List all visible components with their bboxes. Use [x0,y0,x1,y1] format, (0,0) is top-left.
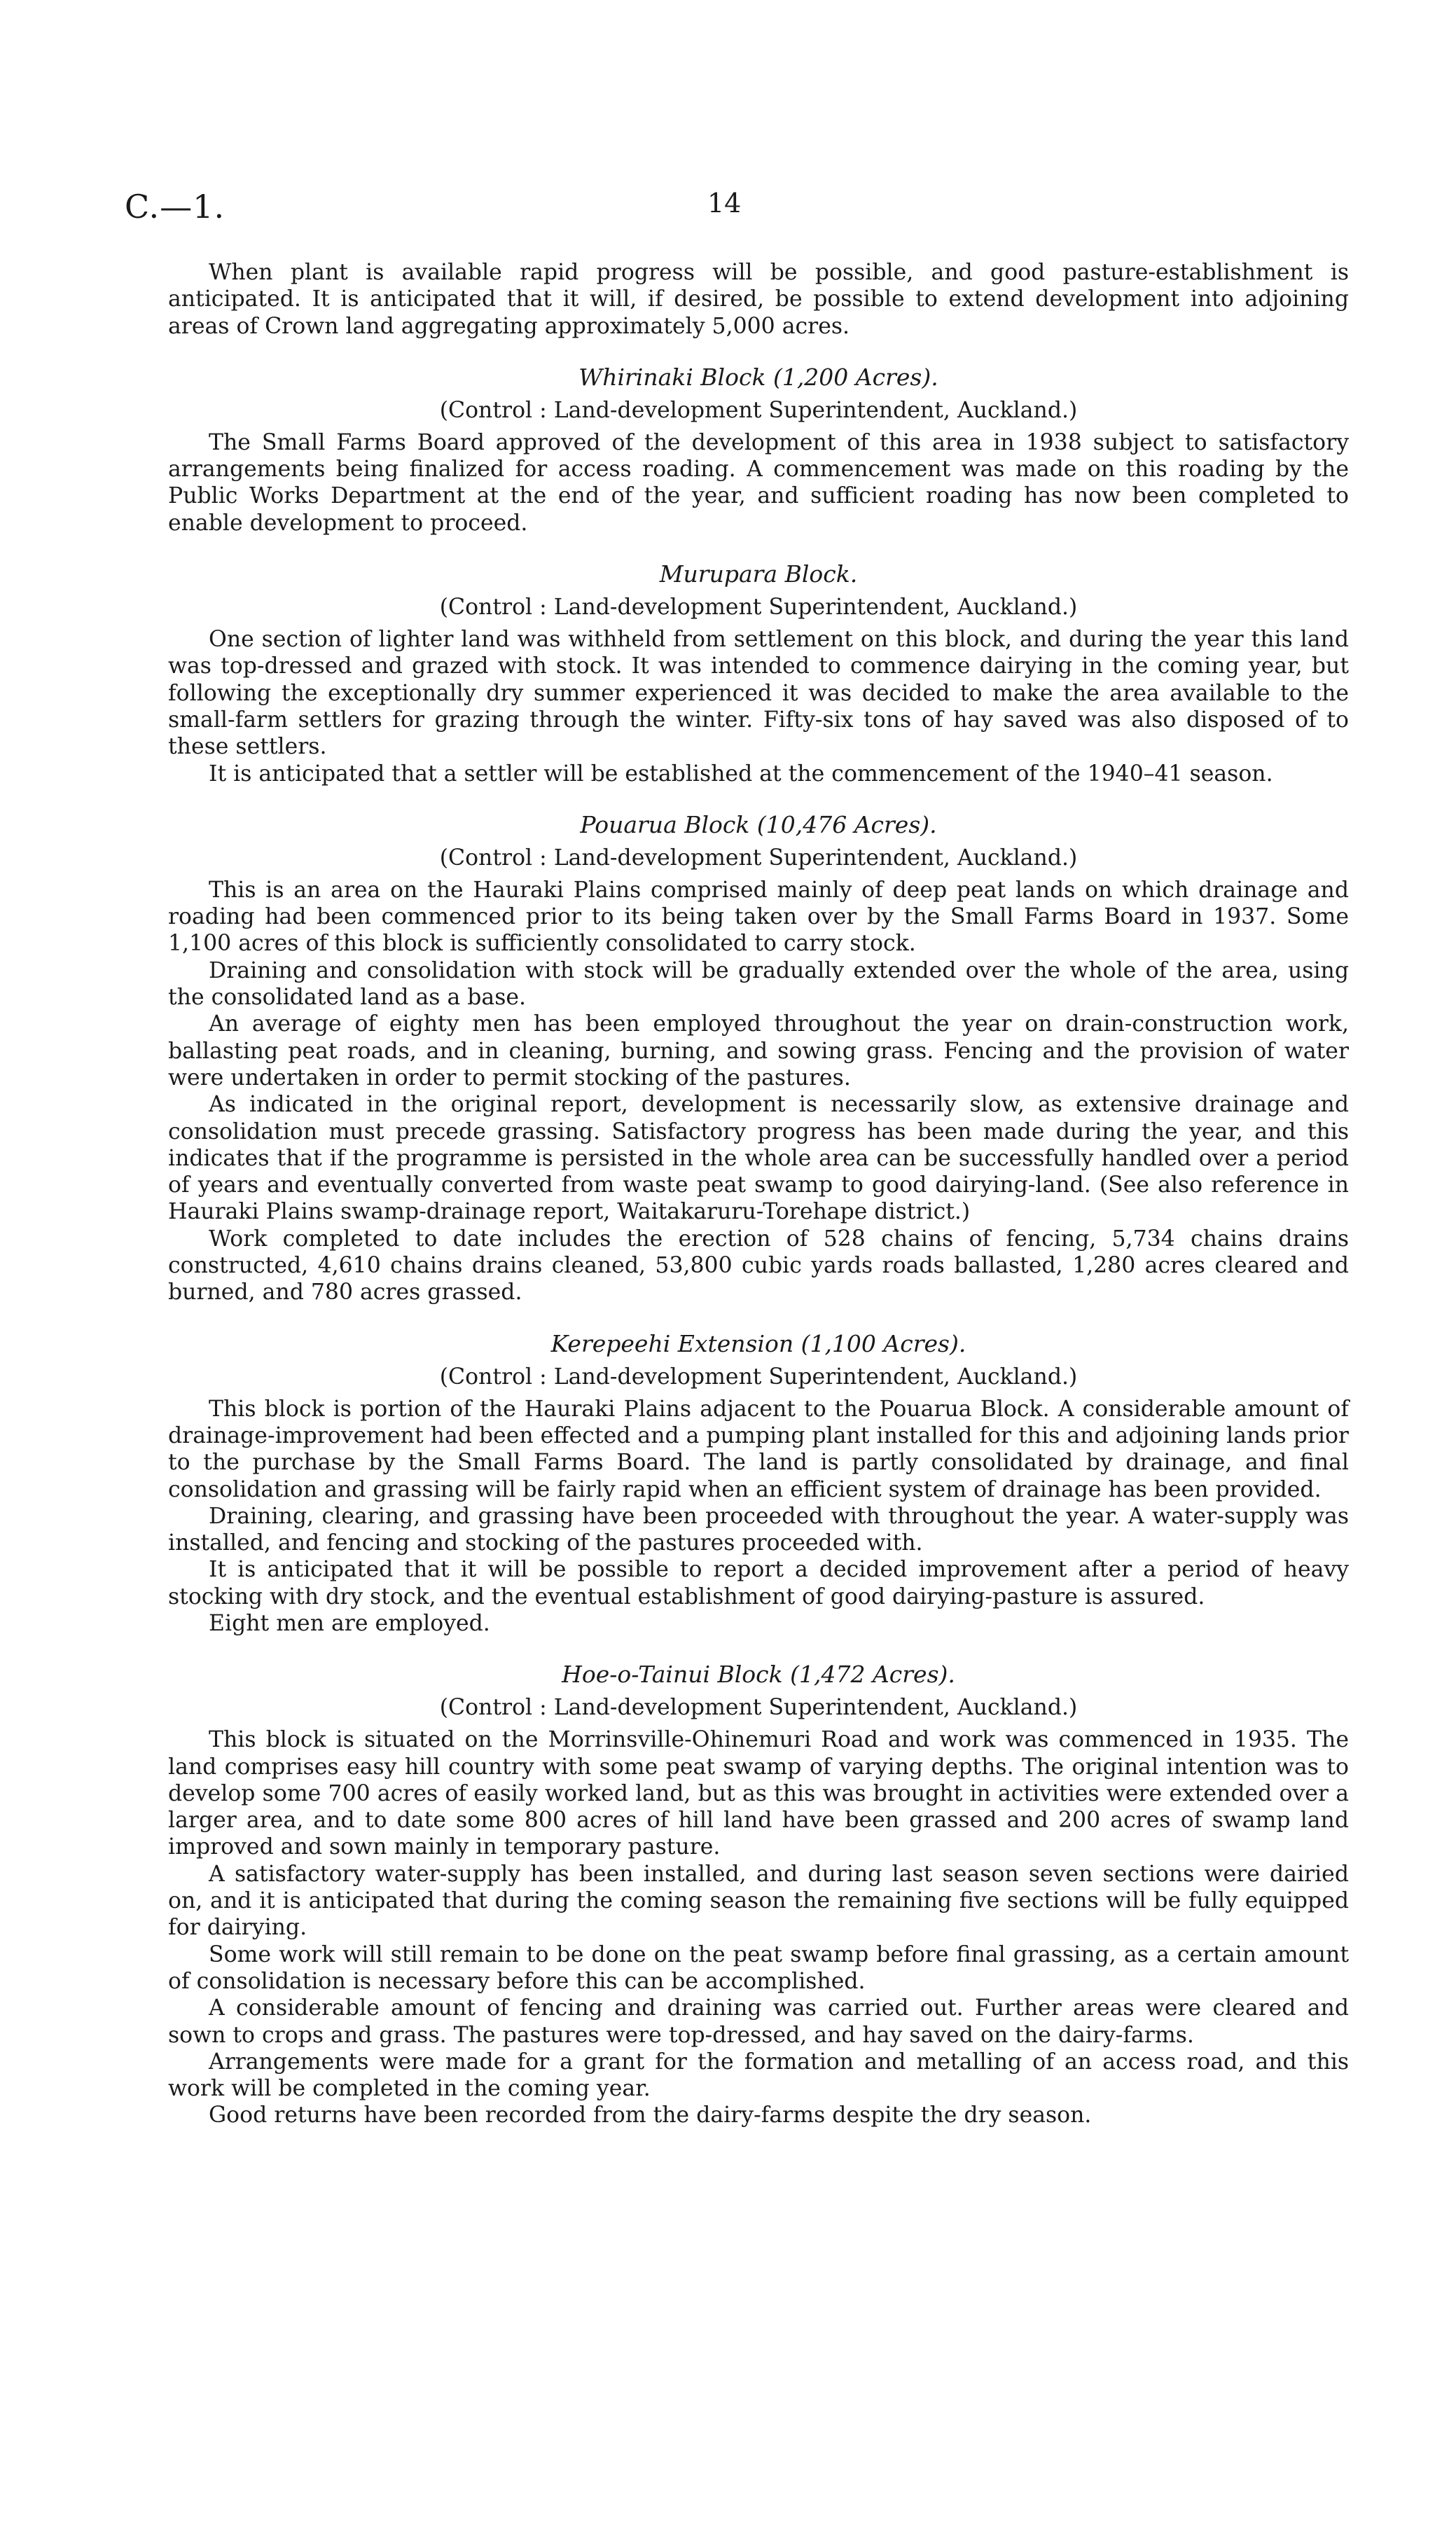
paragraph: When plant is available rapid progress will be possible, and good pasture-establishment is anticipated. It is anticipated that it will, if desired, be possible to extend development into adjoining areas of Crown land aggregating approximately 5,000 acres. [168,260,1349,339]
paragraph: A considerable amount of fencing and draining was carried out. Further areas were cleared and sown to crops and grass. The pastures were top-dressed, and hay saved on the dairy-farms. [168,1995,1349,2048]
section-heading: Pouarua Block (10,476 Acres). [580,810,937,838]
paragraph: Work completed to date includes the erection of 528 chains of fencing, 5,734 chains drains constructed, 4,610 chains drains cleaned, 53,800 cubic yards roads ballasted, 1,280 acres cleared and burned, and 780 acres grassed. [168,1226,1349,1306]
control-note: (Control : Land-development Superintendent, Auckland.) [439,1695,1078,1721]
section-kerepeehi-extension [168,1330,1349,1637]
control-note: (Control : Land-development Superintendent, Auckland.) [439,397,1078,423]
control-note: (Control : Land-development Superintendent, Auckland.) [439,845,1078,871]
paragraph: Good returns have been recorded from the dairy-farms despite the dry season. [209,2103,1092,2128]
paragraph: Eight men are employed. [209,1610,490,1636]
page-number: 14 [707,188,742,219]
document-body [168,259,1349,2129]
paragraph: Draining, clearing, and grassing have been proceeded with throughout the year. A water-supply was installed, and fencing and stocking of the pastures proceeded with. [168,1503,1349,1556]
paragraph: This block is portion of the Hauraki Plains adjacent to the Pouarua Block. A considerable amount of drainage-improvement had been effected and a pumping plant installed for this and adjoining lands prior to the purchase by the Small Farms Board. The land is partly consolidated by drainage, and final consolidation and grassing will be fairly rapid when an efficient system of drainage has been provided. [168,1396,1349,1502]
paragraph: A satisfactory water-supply has been installed, and during last season seven sections were dairied on, and it is anticipated that during the coming season the remaining five sections will be fully equipped for dairying. [168,1861,1349,1941]
paragraph: The Small Farms Board approved of the development of this area in 1938 subject to satisfactory arrangements being finalized for access roading. A commencement was made on this roading by the Public Works Department at the end of the year, and sufficient roading has now been completed to enable development to proceed. [168,429,1349,536]
section-murupara-block [168,560,1349,787]
paragraph: This block is situated on the Morrinsville-Ohinemuri Road and work was commenced in 1935. The land comprises easy hill country with some peat swamp of varying depths. The original intention was to develop some 700 acres of easily worked land, but as this was brought in activities were extended over a larger area, and to date some 800 acres of hill land have been grassed and 200 acres of swamp land improved and sown mainly in temporary pasture. [168,1727,1349,1860]
paragraph: It is anticipated that a settler will be established at the commencement of the 1940–41 season. [209,761,1273,787]
paragraph: This is an area on the Hauraki Plains comprised mainly of deep peat lands on which drainage and roading had been commenced prior to its being taken over by the Small Farms Board in 1937. Some 1,100 acres of this block is sufficiently consolidated to carry stock. [168,877,1349,957]
document-code: C.—1. [125,188,226,226]
section-heading: Kerepeehi Extension (1,100 Acres). [550,1329,966,1357]
section-heading: Murupara Block. [659,560,858,588]
paragraph: Arrangements were made for a grant for the formation and metalling of an access road, and this work will be completed in the coming year. [168,2049,1349,2102]
section-whirinaki-block [168,363,1349,536]
section-hoe-o-tainui-block [168,1661,1349,2128]
paragraph: One section of lighter land was withheld from settlement on this block, and during the year this land was top-dressed and grazed with stock. It was intended to commence dairying in the coming year, but following the exceptionally dry summer experienced it was decided to make the area available to the small-farm settlers for grazing through the winter. Fifty-six tons of hay saved was also disposed of to these settlers. [168,627,1349,760]
control-note: (Control : Land-development Superintendent, Auckland.) [439,595,1078,621]
section-continuation [168,259,1349,340]
paragraph: Draining and consolidation with stock will be gradually extended over the whole of the area, using the consolidated land as a base. [168,957,1349,1011]
paragraph: It is anticipated that it will be possible to report a decided improvement after a period of heavy stocking with dry stock, and the eventual establishment of good dairying-pasture is assured. [168,1557,1349,1609]
section-heading: Whirinaki Block (1,200 Acres). [578,363,938,391]
section-heading: Hoe-o-Tainui Block (1,472 Acres). [562,1661,955,1689]
paragraph: An average of eighty men has been employed throughout the year on drain-construction work, ballasting peat roads, and in cleaning, burning, and sowing grass. Fencing and the provision of water were undertaken in order to permit stocking of the pastures. [168,1011,1349,1090]
section-pouarua-block [168,811,1349,1306]
paragraph: Some work will still remain to be done on the peat swamp before final grassing, as a certain amount of consolidation is necessary before this can be accomplished. [168,1941,1349,1994]
paragraph: As indicated in the original report, development is necessarily slow, as extensive drainage and consolidation must precede grassing. Satisfactory progress has been made during the year, and this indicates that if the programme is persisted in the whole area can be successfully handled over a period of years and eventually converted from waste peat swamp to good dairying-land. (See also reference in Hauraki Plains swamp-drainage report, Waitakaruru-Torehape district.) [168,1092,1349,1225]
control-note: (Control : Land-development Superintendent, Auckland.) [439,1364,1078,1390]
